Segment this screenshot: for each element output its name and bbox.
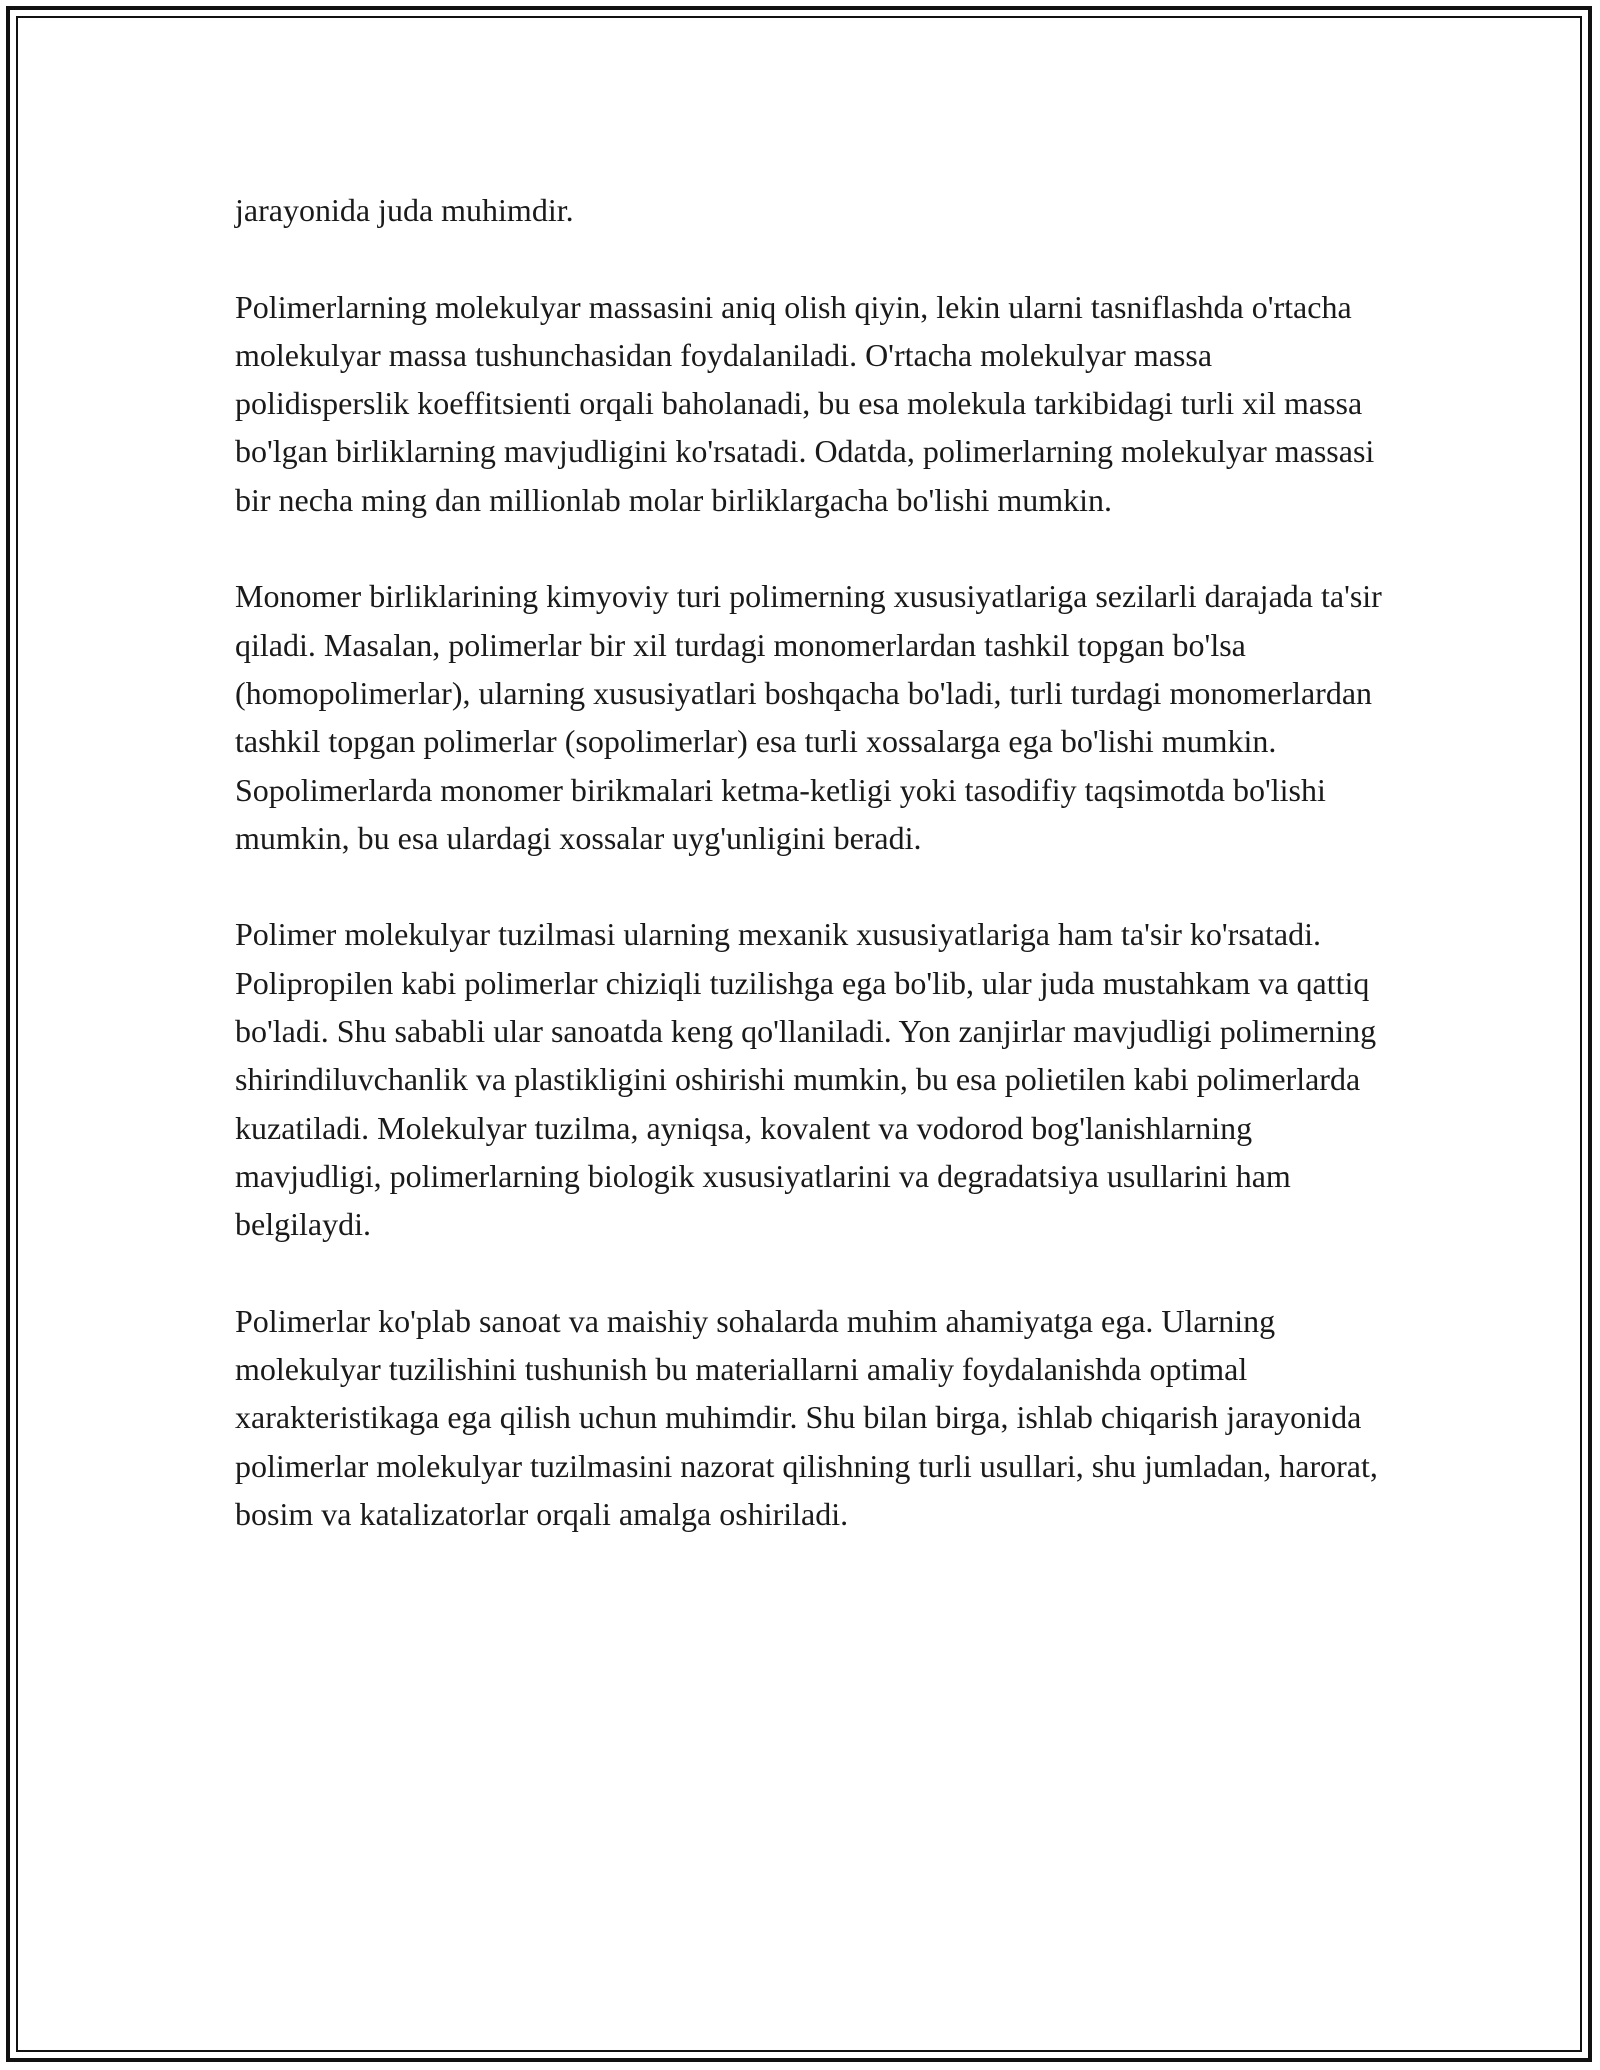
- paragraph-molecular-mass: Polimerlarning molekulyar massasini aniq olish qiyin, lekin ularni tasniflashda o'rtacha molekulyar massa tushunchasidan foydalaniladi. O'rtacha molekulyar massa polidisperslik koeffitsienti orqali baholanadi, bu esa molekula tarkibidagi turli xil massa bo'lgan birliklarning mavjudligini ko'rsatadi. Odatda, polimerlarning molekulyar massasi bir necha ming dan millionlab molar birliklargacha bo'lishi mumkin.: [235, 288, 1375, 518]
- document-body: [235, 186, 1385, 1587]
- paragraph-mechanical-properties: Polimer molekulyar tuzilmasi ularning mexanik xususiyatlariga ham ta'sir ko'rsatadi. Polipropilen kabi polimerlar chiziqli tuzilishga ega bo'lib, ular juda mustahkam va qattiq bo'ladi. Shu sababli ular sanoatda keng qo'llaniladi. Yon zanjirlar mavjudligi polimerning shirindiluvchanlik va plastikligini oshirishi mumkin, bu esa polietilen kabi polimerlarda kuzatiladi. Molekulyar tuzilma, ayniqsa, kovalent va vodorod bog'lanishlarning mavjudligi, polimerlarning biologik xususiyatlarini va degradatsiya usullarini ham belgilaydi.: [235, 916, 1377, 1243]
- paragraph-monomer-types: Monomer birliklarining kimyoviy turi polimerning xususiyatlariga sezilarli darajada ta'sir qiladi. Masalan, polimerlar bir xil turdagi monomerlardan tashkil topgan bo'lsa (homopolimerlar), ularning xususiyatlari boshqacha bo'ladi, turli turdagi monomerlardan tashkil topgan polimerlar (sopolimerlar) esa turli xossalarga ega bo'lishi mumkin. Sopolimerlarda monomer birikmalari ketma-ketligi yoki tasodifiy taqsimotda bo'lishi mumkin, bu esa ulardagi xossalar uyg'unligini beradi.: [235, 578, 1382, 856]
- paragraph-applications: Polimerlar ko'plab sanoat va maishiy sohalarda muhim ahamiyatga ega. Ularning molekulyar tuzilishini tushunish bu materiallarni amaliy foydalanishda optimal xarakteristikaga ega qilish uchun muhimdir. Shu bilan birga, ishlab chiqarish jarayonida polimerlar molekulyar tuzilmasini nazorat qilishning turli usullari, shu jumladan, harorat, bosim va katalizatorlar orqali amalga oshiriladi.: [235, 1302, 1378, 1533]
- paragraph-continuation: jarayonida juda muhimdir.: [235, 192, 574, 228]
